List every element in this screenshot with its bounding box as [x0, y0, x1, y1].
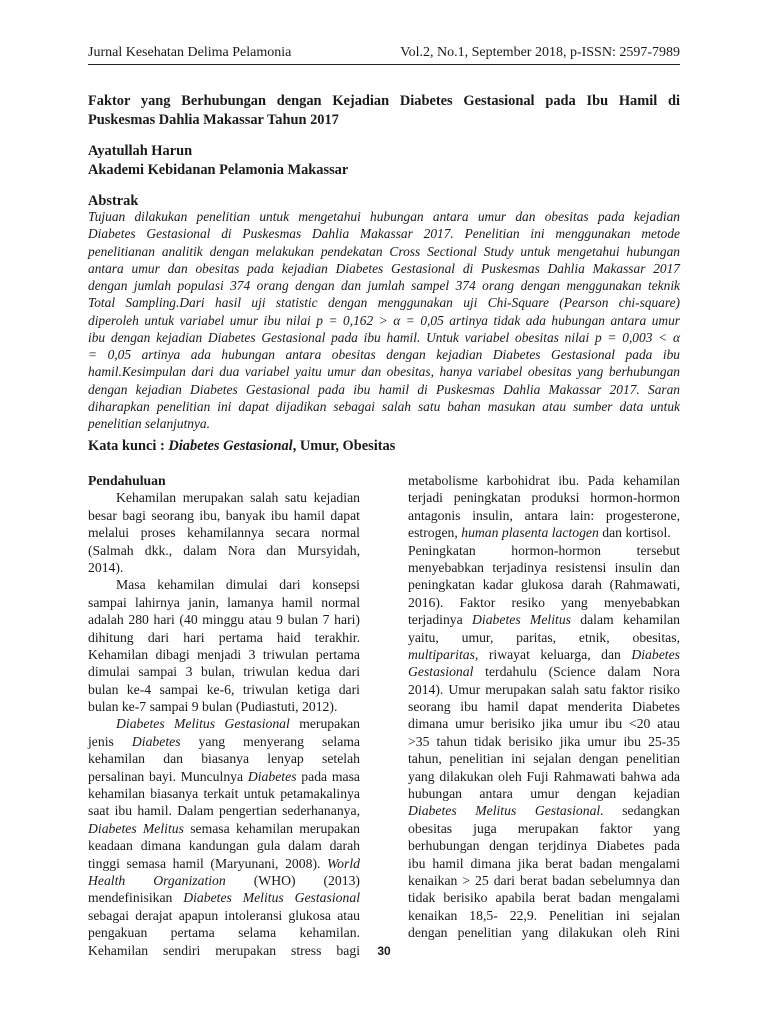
text-line: Kehamilan dibagi menjadi 3 triwulan pertama	[88, 646, 360, 662]
text-fragment: dalam kehamilan	[570, 612, 680, 628]
text-line	[88, 872, 360, 889]
left-column	[88, 472, 360, 959]
text-fragment: mendefinisikan	[88, 890, 184, 906]
text-line	[88, 855, 360, 872]
term-italic: multiparitas,	[408, 646, 479, 662]
text-fragment: tinggi semasa hamil (Maryunani, 2008).	[88, 855, 328, 871]
text-line: saat ibu hamil. Dalam pengertian sederhananya,	[88, 803, 360, 819]
right-column	[408, 472, 680, 942]
text-line	[88, 715, 360, 732]
text-line: Kehamilan merupakan salah satu kejadian	[116, 490, 360, 506]
text-fragment: estrogen,	[408, 525, 462, 541]
text-line	[408, 611, 680, 628]
text-line: bulan ke-4 sampai ke-6, triwulan ketiga dari	[88, 681, 360, 697]
abstract-line: hamil.Kesimpulan dari dua variabel yaitu umur dan obesitas, hanya variabel obesitas yang berhubungan	[88, 364, 680, 380]
text-fragment: terdahulu (Science dalam Nora	[473, 664, 680, 680]
abstract-line: ibu dengan kejadian Diabetes Gestasional pada ibu hamil. Untuk variabel obesitas nilai p = 0,003 < α	[88, 329, 680, 345]
term-italic: Diabetes Melitus	[472, 612, 571, 628]
text-fragment: persalinan bayi. Munculnya	[88, 768, 248, 784]
text-line: dimulai sampai 3 bulan, triwulan kedua dari	[88, 664, 360, 680]
keyword-primary: Diabetes Gestasional	[168, 438, 293, 454]
text-line	[88, 733, 360, 750]
text-line: Kehamilan sendiri merupakan stress bagi	[88, 942, 360, 958]
text-line: 2014). Umur merupakan salah satu faktor risiko	[408, 681, 680, 697]
text-line: dimana umur berisiko jika umur ibu <20 atau	[408, 716, 680, 732]
journal-name: Jurnal Kesehatan Delima Pelamonia	[88, 45, 292, 60]
text-line: kenaikan > 25 dari berat badan sebelumnya dan	[408, 872, 680, 888]
text-line: hubungan antara umur dengan kejadian	[408, 786, 680, 802]
text-line: berhubungan dengan terjdinya Diabetes pada	[408, 838, 680, 854]
text-line: kenaikan 18,5- 22,9. Penelitian ini sejalan	[408, 907, 680, 923]
text-line: seorang ibu hamil dapat menderita Diabetes	[408, 699, 680, 715]
text-line: antagonis insulin, antara lain: progesterone,	[408, 507, 680, 523]
text-line: metabolisme karbohidrat ibu. Pada kehamilan	[408, 473, 680, 488]
text-line: sebagai derajat apapun intoleransi glukosa atau	[88, 907, 360, 923]
author-name: Ayatullah Harun	[88, 143, 193, 159]
text-line: Masa kehamilan dimulai dari konsepsi	[116, 577, 360, 593]
issue-info: Vol.2, No.1, September 2018, p-ISSN: 2597-7989	[400, 45, 680, 60]
term-italic: World	[327, 855, 360, 871]
text-fragment: jenis	[88, 733, 132, 749]
text-line: melalui proses kehamilannya secara normal	[88, 525, 360, 541]
title-line-2: Puskesmas Dahlia Makassar Tahun 2017	[88, 112, 339, 128]
text-line: adalah 280 hari (40 minggu atau 9 bulan 7 hari)	[88, 612, 360, 628]
page-number: 30	[377, 944, 391, 958]
text-line: dihitung dari hari pertama haid terakhir.	[88, 629, 360, 645]
keywords-rest: , Umur, Obesitas	[292, 438, 396, 454]
abstract-line: antara umur dan obesitas pada kejadian Diabetes Gestasional di Puskesmas Dahlia Makassar 2017	[88, 260, 680, 276]
text-line: Peningkatan hormon-hormon tersebut	[408, 542, 680, 558]
text-line: yang dilakukan oleh Fuji Rahmawati bahwa ada	[408, 768, 680, 784]
text-fragment: (WHO) (2013)	[225, 872, 360, 888]
abstract-line: Total Sampling.Dari hasil uji statistic dengan menggunakan uji Chi-Square (Pearson chi-square)	[88, 295, 680, 311]
text-line: peningkatan kadar glukosa darah (Rahmawati,	[408, 577, 680, 593]
text-line: bulan ke-7 sampai 9 bulan (Pudiastuti, 2012).	[88, 699, 338, 715]
text-fragment: yang menyerang selama	[180, 733, 360, 749]
text-line: dengan penelitian yang dilakukan oleh Rini	[408, 925, 680, 941]
abstract-line: dengan kejadian Diabetes Gestasional pada ibu hamil di Puskesmas Dahlia Makassar 2017. Saran	[88, 381, 680, 397]
abstract-heading: Abstrak	[88, 193, 139, 209]
text-line: keadaan dimana kandungan gula dalam darah	[88, 838, 360, 854]
text-line: 2014).	[88, 559, 124, 575]
text-line	[88, 768, 360, 785]
text-line: obesitas juga merupakan faktor yang	[408, 820, 680, 836]
text-line: menyebabkan terjadinya resistensi insulin dan	[408, 559, 680, 575]
text-line: terjadi peningkatan produksi hormon-hormon	[408, 490, 680, 506]
text-line: yaitu, umur, paritas, etnik, obesitas,	[408, 629, 680, 645]
text-line	[88, 820, 360, 837]
term-italic: human plasenta lactogen	[461, 525, 599, 541]
abstract-line: dengan jumlah populasi 374 orang dengan dan jumlah sampel 374 orang dengan menggunakan teknik	[88, 278, 680, 293]
term-italic: Diabetes	[131, 733, 181, 749]
keywords	[88, 438, 395, 455]
text-line: tahun, penelitian ini sejalan dengan penelitian	[408, 751, 680, 767]
text-line	[408, 646, 680, 663]
abstract-text	[88, 208, 680, 432]
abstract-line: penelitian selanjutnya.	[88, 416, 210, 431]
abstract-line: = 0,05 artinya ada hubungan antara obesitas dengan kejadian Diabetes Gestasional pada ibu	[88, 347, 680, 362]
text-line: kehamilan dan biasanya lenyap setelah	[88, 751, 360, 767]
abstract-line: diharapkan penelitian ini dapat dijadikan sebagai salah satu bahan masukan atau sumber data untuk	[88, 398, 680, 414]
text-fragment: dan kortisol.	[598, 525, 671, 541]
text-line	[88, 889, 360, 906]
abstract-line: Diabetes Gestasional di Puskesmas Dahlia Makassar 2017. Penelitian ini menggunakan metode	[88, 226, 680, 242]
text-fragment: semasa kehamilan merupakan	[183, 820, 360, 836]
text-line: >35 tahun tidak berisiko jika umur ibu 25-35	[408, 733, 680, 749]
text-line	[408, 802, 680, 819]
author-affiliation: Akademi Kebidanan Pelamonia Makassar	[88, 162, 349, 178]
text-line: kehamilan biasanya terkait untuk petamakalinya	[88, 786, 360, 802]
abstract-line: penelitianan analitik dengan melakukan pendekatan Cross Sectional Study untuk mengetahui hubungan	[88, 243, 680, 259]
abstract-line: diperoleh untuk variabel umur ibu nilai p = 0,162 > α = 0,05 artinya tidak ada hubungan antara umur	[88, 312, 680, 328]
text-line	[408, 663, 680, 680]
term-italic: Diabetes Melitus Gestasional	[116, 716, 290, 732]
text-line: 2016). Faktor resiko yang menyebabkan	[408, 594, 680, 610]
text-fragment: pada masa	[296, 768, 360, 784]
term-italic: Health Organization	[88, 872, 226, 888]
term-italic: Diabetes	[247, 768, 297, 784]
text-fragment: terjadinya	[408, 612, 472, 628]
text-line: sampai lahirnya janin, lamanya hamil normal	[88, 594, 360, 610]
author-block	[88, 142, 348, 180]
term-italic: Diabetes Melitus Gestasional.	[408, 803, 604, 819]
text-line: ibu hamil dimana jika berat badan mengalami	[408, 855, 680, 871]
text-line: besar bagi seorang ibu, banyak ibu hamil dapat	[88, 507, 360, 523]
term-italic: Diabetes Melitus	[88, 820, 184, 836]
header-rule	[88, 64, 680, 65]
abstract-line: Tujuan dilakukan penelitian untuk mengetahui hubungan antara umur dan obesitas pada kejadian	[88, 209, 680, 224]
text-line: tidak berisiko apabila berat badan mengalami	[408, 890, 680, 906]
term-italic: Gestasional	[408, 664, 474, 680]
text-line	[408, 524, 680, 541]
text-fragment: merupakan	[289, 716, 360, 732]
keywords-label: Kata kunci :	[88, 438, 169, 454]
term-italic: Diabetes	[631, 646, 680, 662]
text-line: pengakuan pertama selama kehamilan.	[88, 925, 360, 941]
title-line-1: Faktor yang Berhubungan dengan Kejadian Diabetes Gestasional pada Ibu Hamil di	[88, 93, 680, 109]
article-title	[88, 92, 680, 130]
text-line: (Salmah dkk., dalam Nora dan Mursyidah,	[88, 542, 360, 558]
text-fragment: sedangkan	[603, 803, 680, 819]
text-fragment: riwayat keluarga, dan	[478, 646, 632, 662]
term-italic: Diabetes Melitus Gestasional	[183, 890, 360, 906]
section-heading: Pendahuluan	[88, 473, 166, 488]
